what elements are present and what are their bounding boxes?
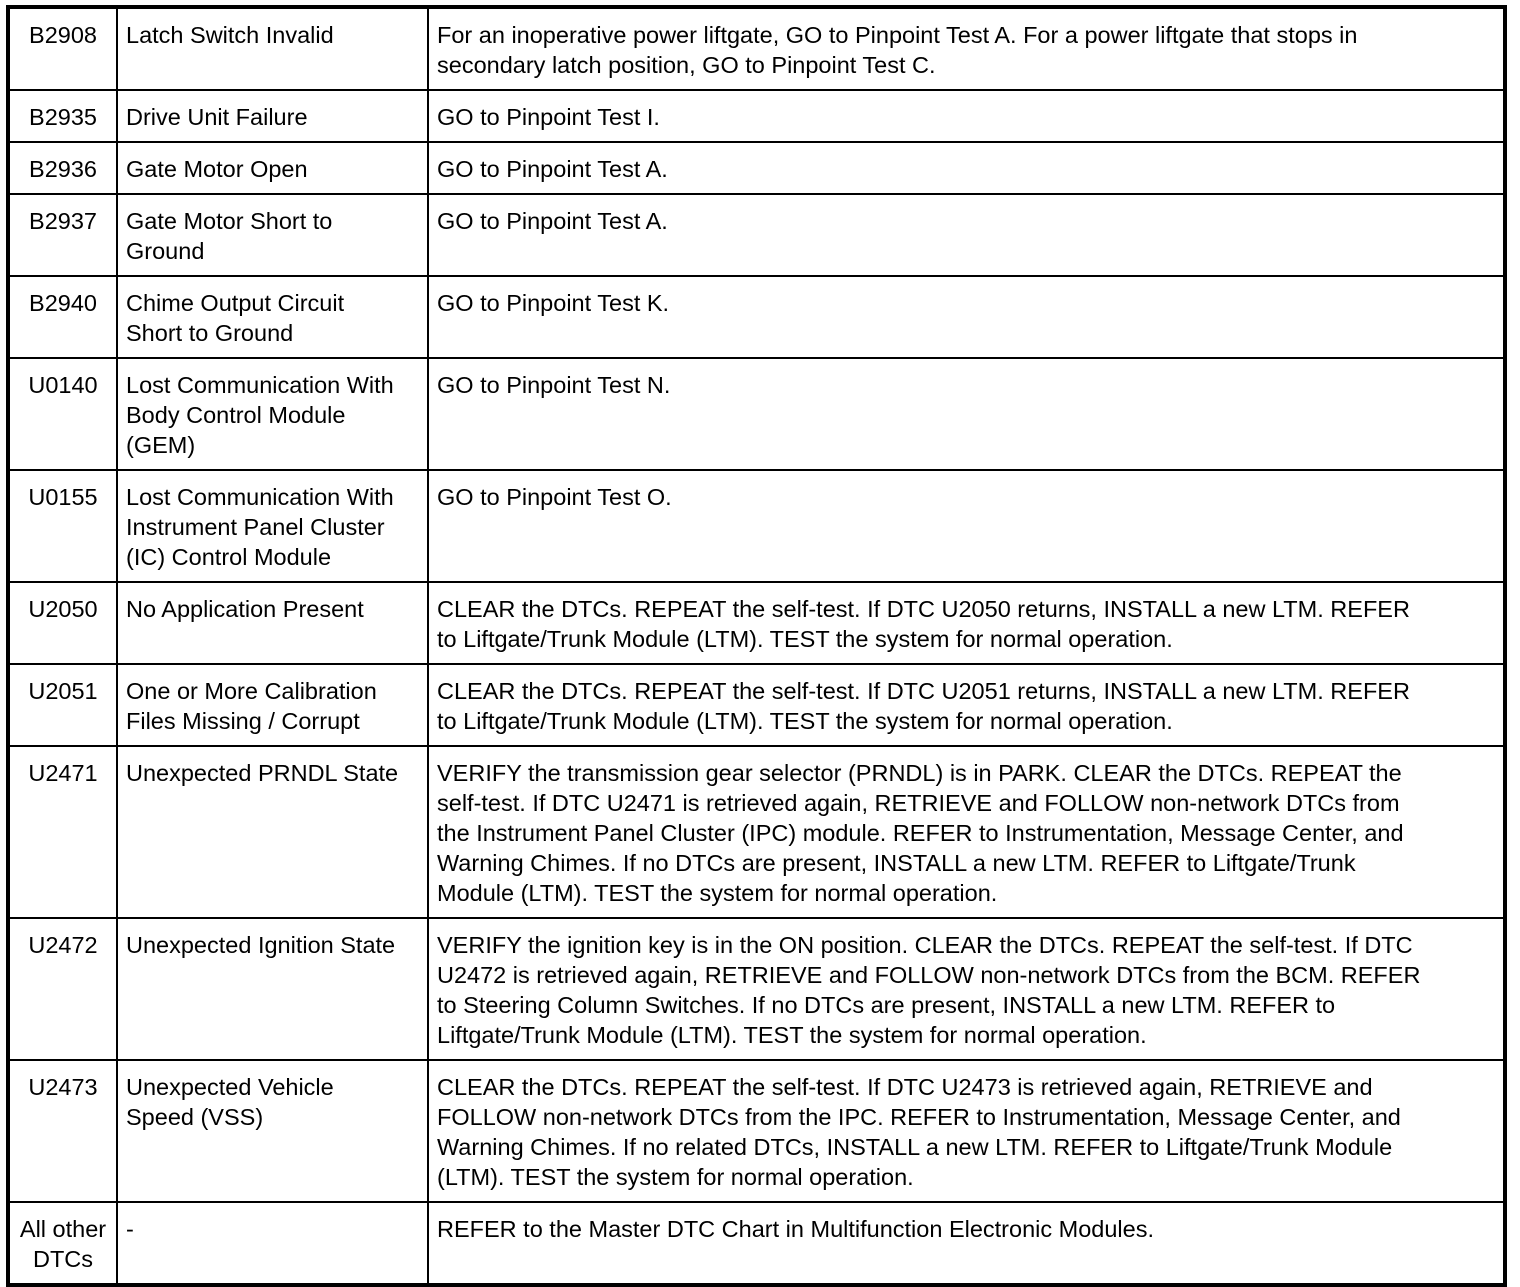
dtc-description: Unexpected Ignition State bbox=[117, 918, 428, 1060]
table-row bbox=[8, 746, 1505, 918]
table-row bbox=[8, 7, 1505, 90]
dtc-code: U2472 bbox=[8, 918, 117, 1060]
dtc-description: Latch Switch Invalid bbox=[117, 7, 428, 90]
dtc-description: Lost Communication With Body Control Module (GEM) bbox=[117, 358, 428, 470]
dtc-code: B2937 bbox=[8, 194, 117, 276]
table-row bbox=[8, 358, 1505, 470]
dtc-code: U0140 bbox=[8, 358, 117, 470]
dtc-code: B2936 bbox=[8, 142, 117, 194]
dtc-table bbox=[6, 5, 1507, 1287]
table-row bbox=[8, 194, 1505, 276]
dtc-action: GO to Pinpoint Test O. bbox=[428, 470, 1505, 582]
dtc-code: B2940 bbox=[8, 276, 117, 358]
table-row bbox=[8, 1060, 1505, 1202]
dtc-description: One or More Calibration Files Missing / Corrupt bbox=[117, 664, 428, 746]
table-row bbox=[8, 142, 1505, 194]
dtc-description: Drive Unit Failure bbox=[117, 90, 428, 142]
dtc-code: U2050 bbox=[8, 582, 117, 664]
dtc-action: CLEAR the DTCs. REPEAT the self-test. If DTC U2051 returns, INSTALL a new LTM. REFER to Liftgate/Trunk Module (LTM). TEST the system for normal operation. bbox=[428, 664, 1505, 746]
dtc-action: GO to Pinpoint Test K. bbox=[428, 276, 1505, 358]
dtc-action: VERIFY the ignition key is in the ON position. CLEAR the DTCs. REPEAT the self-test. If DTC U2472 is retrieved again, RETRIEVE and FOLLOW non-network DTCs from the BCM. REFER to Steering Column Switches. If no DTCs are present, INSTALL a new LTM. REFER to Liftgate/Trunk Module (LTM). TEST the system for normal operation. bbox=[428, 918, 1505, 1060]
dtc-description: Gate Motor Open bbox=[117, 142, 428, 194]
dtc-action: For an inoperative power liftgate, GO to Pinpoint Test A. For a power liftgate that stops in secondary latch position, GO to Pinpoint Test C. bbox=[428, 7, 1505, 90]
dtc-description: Unexpected Vehicle Speed (VSS) bbox=[117, 1060, 428, 1202]
dtc-description: No Application Present bbox=[117, 582, 428, 664]
dtc-code: B2908 bbox=[8, 7, 117, 90]
dtc-code: B2935 bbox=[8, 90, 117, 142]
dtc-action: GO to Pinpoint Test A. bbox=[428, 194, 1505, 276]
dtc-action: GO to Pinpoint Test A. bbox=[428, 142, 1505, 194]
dtc-code: U0155 bbox=[8, 470, 117, 582]
dtc-code: U2471 bbox=[8, 746, 117, 918]
table-row bbox=[8, 470, 1505, 582]
dtc-description: Chime Output Circuit Short to Ground bbox=[117, 276, 428, 358]
dtc-action: CLEAR the DTCs. REPEAT the self-test. If DTC U2050 returns, INSTALL a new LTM. REFER to Liftgate/Trunk Module (LTM). TEST the system for normal operation. bbox=[428, 582, 1505, 664]
table-row bbox=[8, 918, 1505, 1060]
table-row bbox=[8, 90, 1505, 142]
dtc-action: CLEAR the DTCs. REPEAT the self-test. If DTC U2473 is retrieved again, RETRIEVE and FOLLOW non-network DTCs from the IPC. REFER to Instrumentation, Message Center, and Warning Chimes. If no related DTCs, INSTALL a new LTM. REFER to Liftgate/Trunk Module (LTM). TEST the system for normal operation. bbox=[428, 1060, 1505, 1202]
dtc-code: U2473 bbox=[8, 1060, 117, 1202]
dtc-description: Gate Motor Short to Ground bbox=[117, 194, 428, 276]
table-row bbox=[8, 276, 1505, 358]
table-row bbox=[8, 664, 1505, 746]
dtc-action: REFER to the Master DTC Chart in Multifunction Electronic Modules. bbox=[428, 1202, 1505, 1285]
table-row bbox=[8, 1202, 1505, 1285]
dtc-description: Lost Communication With Instrument Panel Cluster (IC) Control Module bbox=[117, 470, 428, 582]
dtc-table-body bbox=[8, 7, 1505, 1285]
dtc-action: GO to Pinpoint Test I. bbox=[428, 90, 1505, 142]
dtc-code: U2051 bbox=[8, 664, 117, 746]
dtc-code: All other DTCs bbox=[8, 1202, 117, 1285]
dtc-action: VERIFY the transmission gear selector (PRNDL) is in PARK. CLEAR the DTCs. REPEAT the self-test. If DTC U2471 is retrieved again, RETRIEVE and FOLLOW non-network DTCs from the Instrument Panel Cluster (IPC) module. REFER to Instrumentation, Message Center, and Warning Chimes. If no DTCs are present, INSTALL a new LTM. REFER to Liftgate/Trunk Module (LTM). TEST the system for normal operation. bbox=[428, 746, 1505, 918]
dtc-description: - bbox=[117, 1202, 428, 1285]
dtc-action: GO to Pinpoint Test N. bbox=[428, 358, 1505, 470]
table-row bbox=[8, 582, 1505, 664]
dtc-description: Unexpected PRNDL State bbox=[117, 746, 428, 918]
